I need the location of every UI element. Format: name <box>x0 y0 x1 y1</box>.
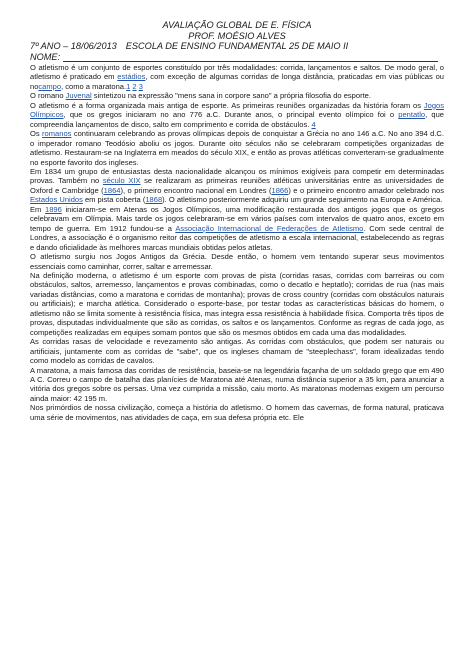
link-estadios[interactable]: estádios <box>117 72 146 82</box>
grade-date: 7º ANO – 18/06/2013 <box>30 41 117 51</box>
text: Em 1834 um grupo de entusiastas desta nacionalidade alcançou os mínimos exigíveis para competir em determinadas provas. Também no <box>30 166 444 186</box>
name-label: NOME: <box>30 51 61 62</box>
text: ) e o primeiro encontro amador celebrado nos <box>288 185 445 195</box>
link-seculo-xix[interactable]: século XIX <box>102 176 141 186</box>
text: iniciaram-se em Atenas os Jogos Olímpicos, uma modificação restaurada dos antigos jogos que os gregos celebravam em Olímpia. Mais tarde os jogos celebraram-se em vários países com intervalos de quatro anos, exceto em tempo de guerra. Em 1912 fundou-se a <box>30 204 444 233</box>
link-1866[interactable]: 1866 <box>271 185 289 195</box>
header-row <box>30 41 444 52</box>
name-field[interactable] <box>30 52 444 63</box>
link-iaaf[interactable]: Associação Internacional de Federações de Atletismo <box>175 223 364 233</box>
paragraph-4 <box>30 129 444 167</box>
text: , como a maratona. <box>61 81 127 91</box>
text: , que compreendia lançamentos de disco, salto em comprimento e corrida de obstáculos. <box>30 110 444 129</box>
paragraph-6 <box>30 205 444 252</box>
paragraph-8: Na definição moderna, o atletismo é um esporte com provas de pista (corridas rasas, corridas com barreiras ou com obstáculos, saltos, arremesso, lançamentos e provas combinadas, como o decatlo e heptatlo); corridas de rua (nas mais variadas distâncias, como a maratona e corridas de montanha); provas de cross country (corridas com obstáculos naturais ou artificiais); e marcha atlética. Considerado o esporte-base, por testar todas as características básicas do homem, o atletismo não se limita somente à resistência física, mas integra essa resistência à habilidade física. Comporta três tipos de provas, disputadas individualmente que são as corridas, os saltos e os lançamentos. Conforme as regras de cada jogo, as competições realizadas em equipes somam pontos que são os mesmos obtidos em cada uma das modalidades. <box>30 270 444 337</box>
link-1868[interactable]: 1868 <box>145 195 163 205</box>
link-romanos[interactable]: romanos <box>42 129 72 139</box>
paragraph-3 <box>30 101 444 129</box>
text: , que os gregos iniciaram no ano 776 a.C. Durante anos, o principal evento olímpico foi o <box>63 110 399 120</box>
text: em pista coberta ( <box>82 195 146 205</box>
document-title: AVALIAÇÃO GLOBAL DE E. FÍSICA <box>162 20 312 30</box>
link-estados-unidos[interactable]: Estados Unidos <box>30 195 83 205</box>
paragraph-11: Nos primórdios de nossa civilização, começa a história do atletismo. O homem das cavernas, de forma natural, praticava uma série de movimentos, nas atividades de caça, em sua defesa própria etc. Ele <box>30 403 444 422</box>
link-juvenal[interactable]: Juvenal <box>65 91 92 101</box>
ref-link-3[interactable]: 3 <box>138 81 143 91</box>
link-jogos-olimpicos[interactable]: Jogos Olímpicos <box>30 100 444 120</box>
school-name: ESCOLA DE ENSINO FUNDAMENTAL 25 DE MAIO II <box>125 41 349 51</box>
text: ). O atletismo posteriormente adquiriu um grande seguimento na Europa e América. <box>162 195 443 205</box>
link-1896[interactable]: 1896 <box>45 204 62 214</box>
text: Os <box>30 129 43 139</box>
text: O atletismo é um conjunto de esportes constituído por três modalidades: corrida, lançamentos e saltos. De modo geral, o atletismo é praticado em <box>30 63 444 82</box>
text: sintetizou na expressão "mens sana in corpore sano" a própria filosofia do esporte. <box>91 91 371 101</box>
text: se realizaram as primeiras reuniões atléticas universitárias entre as universidades de Oxford e Cambridge ( <box>30 176 444 195</box>
text: ), o primeiro encontro nacional em Londres ( <box>120 185 272 195</box>
paragraph-1 <box>30 63 444 91</box>
name-blank-line[interactable] <box>63 53 438 62</box>
paragraph-7: O atletismo surgiu nos Jogos Antigos da Grécia. Desde então, o homem vem tentando superar seus movimentos essenciais como caminhar, correr, saltar e arremessar. <box>30 252 444 271</box>
link-pentatlo[interactable]: pentatlo <box>398 110 426 120</box>
paragraph-2 <box>30 91 444 100</box>
link-1864[interactable]: 1864 <box>103 185 121 195</box>
link-campo[interactable]: campo <box>38 81 62 91</box>
text: Em <box>30 204 45 214</box>
text: . Com sede central de Londres, a associação é o organismo reitor das competições de atletismo a escala internacional, estabelecendo as regras e dando oficialidade às melhores marcas mundiais obtidas pelos atletas. <box>30 223 444 252</box>
paragraph-5 <box>30 167 444 205</box>
ref-link-1[interactable]: 1 <box>126 81 131 91</box>
text: O atletismo é a forma organizada mais antiga de esporte. As primeiras reuniões organizadas da história foram os <box>30 100 424 110</box>
paragraph-9: As corridas rasas de velocidade e revezamento são antigas. As corridas com obstáculos, que podem ser naturais ou artificiais, juntamente com as corridas de "sabe", que os ingleses chamam de "steeplechass", foram idealizadas tendo como modelo as corridas de cavalos. <box>30 337 444 366</box>
paragraph-10: A maratona, a mais famosa das corridas de resistência, baseia-se na legendária façanha de um soldado grego que em 490 A C. Correu o campo de batalha das planícies de Maratona até Atenas, numa distância superior a 35 km, para anunciar a vitória dos gregos sobre os persas. Uma vez cumprida a missão, caiu morto. As maratonas modernas exigem um percurso ainda maior: 42 195 m. <box>30 365 444 403</box>
text: continuaram celebrando as provas olímpicas depois de conquistar a Grécia no ano 146 a.C. No ano 394 d.C. o imperador romano Teodósio aboliu os jogos. Durante oito séculos não se celebraram competições organizadas de atletismo. Restauram-se na Inglaterra em meados do século XIX, e então as provas atléticas converteram-se gradualmente no esporte favorito dos ingleses. <box>30 129 444 167</box>
professor-name: PROF. MOÉSIO ALVES <box>188 30 286 41</box>
ref-link-4[interactable]: 4 <box>311 119 316 129</box>
text: , com exceção de algumas corridas de longa distância, praticadas em vias públicas ou no <box>30 72 444 91</box>
ref-link-2[interactable]: 2 <box>132 81 137 91</box>
text: O romano <box>30 91 66 101</box>
